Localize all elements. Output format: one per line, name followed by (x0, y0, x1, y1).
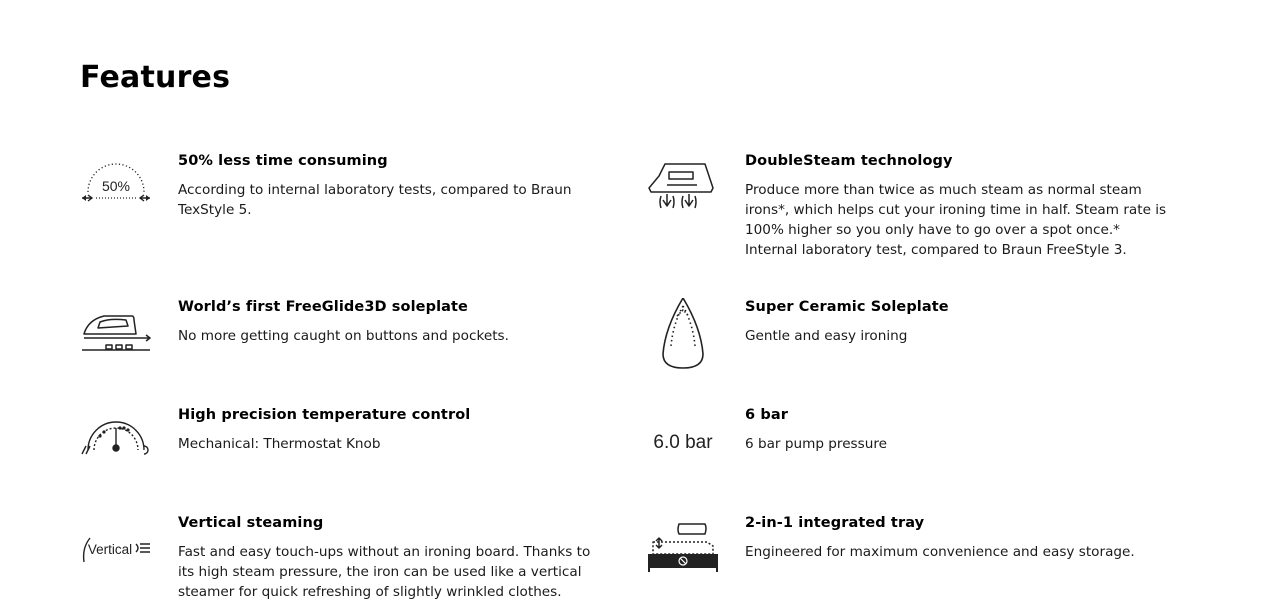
feature-title: World’s first FreeGlide3D soleplate (178, 299, 468, 315)
feature-title: 50% less time consuming (178, 153, 388, 169)
feature-description: No more getting caught on buttons and pockets. (178, 328, 509, 344)
feature-description: Produce more than twice as much steam as normal steam irons*, which helps cut your ironing time in half. Steam rate is 100% higher so you only have to go over a spot once.* Internal laboratory test, compared to Braun FreeStyle 3. (745, 182, 1167, 258)
thermostat-dial-icon (80, 406, 152, 478)
feature-title: DoubleSteam technology (745, 153, 953, 169)
feature-title: 2-in-1 integrated tray (745, 515, 925, 531)
section-title: Features (80, 60, 231, 95)
pressure-label: 6.0 bar (653, 432, 713, 453)
feature-description: Gentle and easy ironing (745, 328, 908, 344)
vertical-label: Vertical (87, 542, 133, 557)
gauge-label: 50% (101, 178, 131, 194)
feature-title: Super Ceramic Soleplate (745, 299, 949, 315)
soleplate-glide-icon (80, 298, 152, 370)
feature-description: According to internal laboratory tests, compared to Braun TexStyle 5. (178, 182, 572, 218)
feature-title: 6 bar (745, 407, 788, 423)
feature-title: High precision temperature control (178, 407, 471, 423)
vertical-steam-icon (80, 514, 152, 586)
feature-description: Engineered for maximum convenience and easy storage. (745, 544, 1135, 560)
pressure-bar-icon (647, 406, 719, 478)
feature-description: Mechanical: Thermostat Knob (178, 436, 381, 452)
feature-description: Fast and easy touch-ups without an ironing board. Thanks to its high steam pressure, the iron can be used like a vertical steamer for quick refreshing of slightly wrinkled clothes. (178, 544, 591, 600)
feature-description: 6 bar pump pressure (745, 436, 887, 452)
double-steam-icon (647, 152, 719, 224)
speed-gauge-icon (80, 152, 152, 224)
ceramic-soleplate-icon (647, 298, 719, 370)
feature-title: Vertical steaming (178, 515, 324, 531)
integrated-tray-icon (647, 514, 719, 586)
